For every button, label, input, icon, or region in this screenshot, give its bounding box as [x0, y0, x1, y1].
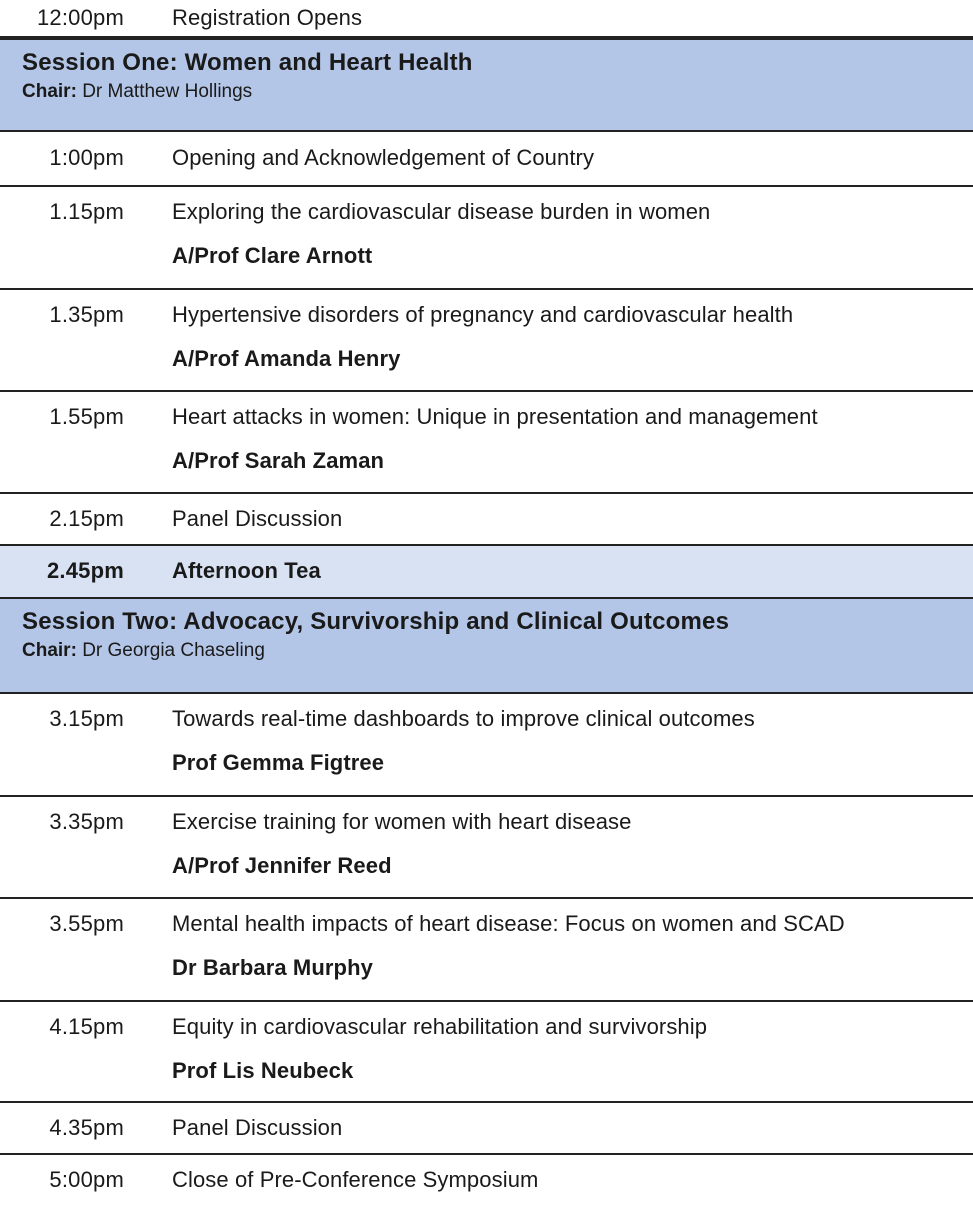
chair-label: Chair: — [22, 81, 77, 102]
session-one-header — [0, 38, 973, 132]
program-row — [0, 694, 973, 797]
program-row — [0, 1002, 973, 1103]
time-cell: 1.35pm — [49, 302, 124, 327]
item-speaker: Dr Barbara Murphy — [172, 955, 373, 980]
item-speaker: A/Prof Sarah Zaman — [172, 448, 385, 473]
item-content — [158, 911, 973, 981]
item-speaker: Prof Lis Neubeck — [172, 1058, 354, 1083]
program-row — [0, 494, 973, 546]
program-row — [0, 392, 973, 494]
item-title: Exercise training for women with heart disease — [172, 809, 632, 834]
chair-name: Dr Georgia Chaseling — [82, 640, 265, 661]
program-row — [0, 1155, 973, 1208]
item-content — [158, 302, 973, 372]
item-title: Hypertensive disorders of pregnancy and cardiovascular health — [172, 302, 794, 327]
item-speaker: A/Prof Jennifer Reed — [172, 853, 392, 878]
time-cell: 1.55pm — [49, 404, 124, 429]
chair-label: Chair: — [22, 640, 77, 661]
time-cell: 2.45pm — [46, 558, 124, 583]
time-cell: 1.15pm — [49, 199, 124, 224]
item-speaker: A/Prof Clare Arnott — [172, 243, 373, 268]
time-cell: 1:00pm — [49, 145, 124, 170]
program-row — [0, 290, 973, 392]
item-content — [158, 199, 973, 269]
session-chair — [22, 81, 973, 103]
time-cell: 4.15pm — [49, 1014, 124, 1039]
chair-name: Dr Matthew Hollings — [82, 81, 253, 102]
session-chair — [22, 640, 973, 662]
session-two-header — [0, 599, 973, 694]
item-title: Close of Pre-Conference Symposium — [172, 1167, 539, 1192]
session-title: Session Two: Advocacy, Survivorship and Clinical Outcomes — [22, 608, 730, 635]
time-cell: 2.15pm — [49, 506, 124, 531]
item-title: Afternoon Tea — [172, 558, 321, 583]
program-row-break — [0, 546, 973, 599]
item-title: Panel Discussion — [172, 1115, 343, 1140]
program-row — [0, 797, 973, 899]
item-title: Mental health impacts of heart disease: Focus on women and SCAD — [172, 911, 845, 936]
item-speaker: A/Prof Amanda Henry — [172, 346, 401, 371]
program-row — [0, 899, 973, 1002]
item-title: Equity in cardiovascular rehabilitation and survivorship — [172, 1014, 708, 1039]
time-cell: 4.35pm — [49, 1115, 124, 1140]
time-cell: 3.55pm — [49, 911, 124, 936]
item-title: Registration Opens — [172, 5, 363, 30]
item-title: Panel Discussion — [172, 506, 343, 531]
session-title: Session One: Women and Heart Health — [22, 49, 473, 76]
item-speaker: Prof Gemma Figtree — [172, 750, 385, 775]
time-cell: 12:00pm — [36, 5, 124, 30]
time-cell: 5:00pm — [49, 1167, 124, 1192]
item-content — [158, 1014, 973, 1084]
program-row — [0, 132, 973, 187]
item-title: Towards real-time dashboards to improve clinical outcomes — [172, 706, 755, 731]
program-row — [0, 1103, 973, 1155]
item-title: Opening and Acknowledgement of Country — [172, 145, 595, 170]
item-content — [158, 404, 973, 474]
item-title: Heart attacks in women: Unique in presentation and management — [172, 404, 818, 429]
item-content — [158, 809, 973, 879]
program-row-registration — [0, 0, 973, 38]
program-row — [0, 187, 973, 290]
item-title: Exploring the cardiovascular disease burden in women — [172, 199, 711, 224]
time-cell: 3.15pm — [49, 706, 124, 731]
time-cell: 3.35pm — [49, 809, 124, 834]
item-content — [158, 706, 973, 776]
